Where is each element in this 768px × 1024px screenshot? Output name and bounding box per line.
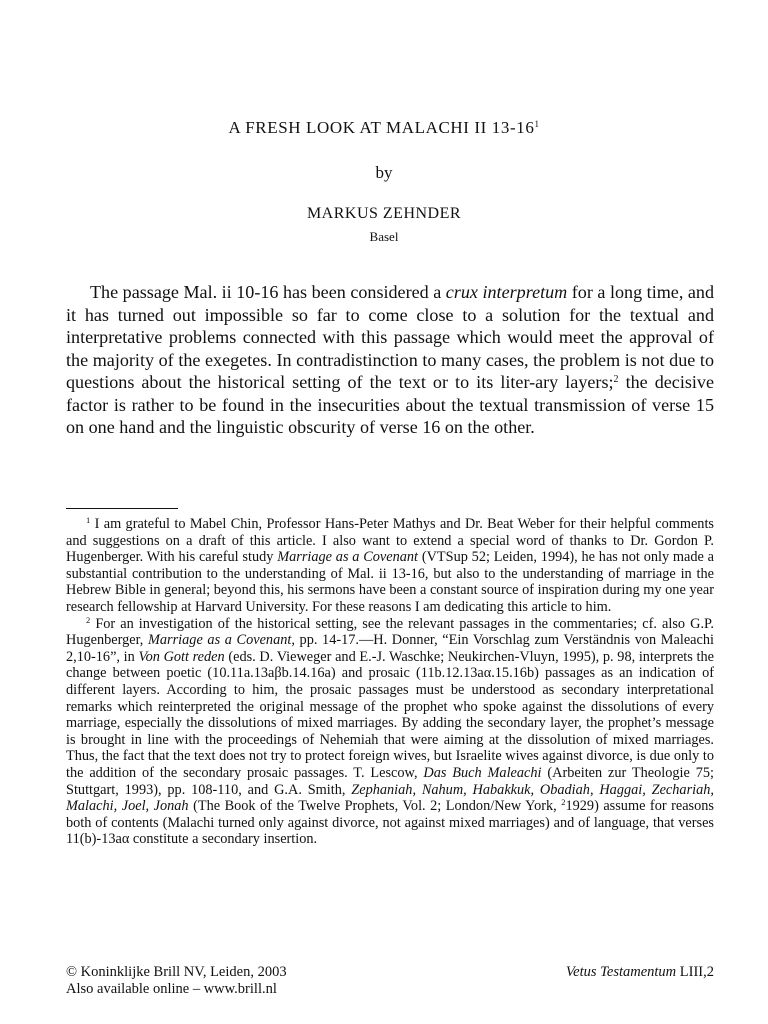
footnote-italic: Das Buch Maleachi (423, 764, 542, 781)
footnote-1 (66, 516, 714, 616)
article-title-text: A FRESH LOOK AT MALACHI II 13-16 (228, 118, 535, 137)
journal-volume: LIII,2 (676, 964, 714, 980)
body-paragraph (66, 281, 714, 439)
footnote-italic: Marriage as a Covenant (277, 549, 419, 566)
body-text-segment: the decisive factor is rather to be found in the insecurities about the textual transmission of verse 15 on one hand and the linguistic obscurity of verse 16 on the other. (66, 372, 715, 437)
body-text-segment: The passage Mal. ii 10-16 has been considered a (90, 282, 446, 302)
body-footnote-ref[interactable]: 2 (613, 374, 619, 385)
footnote-text: I am grateful to Mabel Chin, Professor Hans-Peter Mathys and Dr. Beat Weber for their helpful comments and suggestions on a draft of this article. I also want to extend a special word of thanks to Dr. Gordon P. Hugenberger. With his careful study (66, 516, 714, 566)
footnote-text: (Arbeiten zur Theologie 75; Stuttgart, 1993), pp. 108-110, and G.A. Smith, (66, 764, 714, 798)
footnote-text: (VTSup 52; Leiden, 1994), he has not only made a substantial contribution to the understanding of Mal. ii 13-16, but also to the understanding of marriage in the Hebrew Bible in general; beyond this, his sermons have been a constant source of inspiration during my one year research fellowship at Harvard University. For these reasons I am dedicating this article to him. (66, 549, 714, 615)
footnote-text: 1929) assume for reasons both of contents (Malachi turned only against divorce, not against mixed marriages) and of language, that verses 11(b)-13aα constitute a secondary insertion. (66, 798, 714, 848)
body-text-segment: for a long time, and it has turned out impossible so far to come close to a solution for the textual and interpretative problems connected with this passage which would meet the approval of the majority of the exegetes. In contradistinction to many cases, the problem is not due to questions about the historical setting of the text or to its liter-ary layers; (66, 282, 715, 392)
footnote-2 (66, 616, 714, 848)
journal-footer (566, 964, 714, 981)
footnote-text: For an investigation of the historical setting, see the relevant passages in the commentaries; cf. also G.P. Hugenberger, (66, 615, 714, 649)
article-title (0, 118, 768, 138)
publisher-footer (66, 964, 287, 998)
byline-by: by (375, 163, 393, 182)
body-italic-term: crux interpretum (445, 282, 568, 302)
copyright-line: © Koninklijke Brill NV, Leiden, 2003 (66, 964, 287, 980)
footnotes-block (66, 516, 714, 848)
footnote-number: 1 (86, 515, 91, 525)
edition-superscript: 2 (561, 797, 566, 808)
footnote-rule (66, 508, 178, 509)
title-footnote-ref[interactable]: 1 (534, 119, 540, 129)
footnote-text: (eds. D. Vieweger and E.-J. Waschke; Neukirchen-Vluyn, 1995), p. 98, interprets the change between poetic (10.11a.13aβb.14.16a) and prosaic (11b.12.13aα.15.16b) passages as an indication of different layers. According to him, the prosaic passages must be understood as secondary interpretational remarks which reinterpreted the original message of the prophet who spoke against the dissolutions of every marriage, especially the dissolutions of mixed marriages. By adding the secondary layer, the prophet’s message is brought in line with the proceedings of Nehemiah that were aiming at the dissolution of mixed marriages. Thus, the fact that the text does not try to protect foreign wives, but Israelite wives against divorce, is due only to the addition of the secondary prosaic passages. T. Lescow, (66, 648, 714, 781)
author-name: MARKUS ZEHNDER (306, 205, 462, 222)
journal-name: Vetus Testamentum (565, 964, 677, 980)
author-affiliation: Basel (369, 229, 399, 244)
footnote-italic: Von Gott reden (138, 648, 225, 665)
footnote-text: (The Book of the Twelve Prophets, Vol. 2; London/New York, (188, 798, 562, 815)
footnote-italic: Marriage as a Covenant (148, 632, 292, 649)
footnote-number: 2 (86, 614, 91, 625)
footnote-text: , pp. 14-17.—H. Donner, “Ein Vorschlag zum Verständnis von Maleachi 2,10-16”, in (66, 632, 714, 665)
online-availability-line: Also available online – www.brill.nl (66, 981, 277, 997)
footnote-italic: Zephaniah, Nahum, Habakkuk, Obadiah, Haggai, Zechariah, Malachi, Joel, Jonah (66, 781, 714, 815)
